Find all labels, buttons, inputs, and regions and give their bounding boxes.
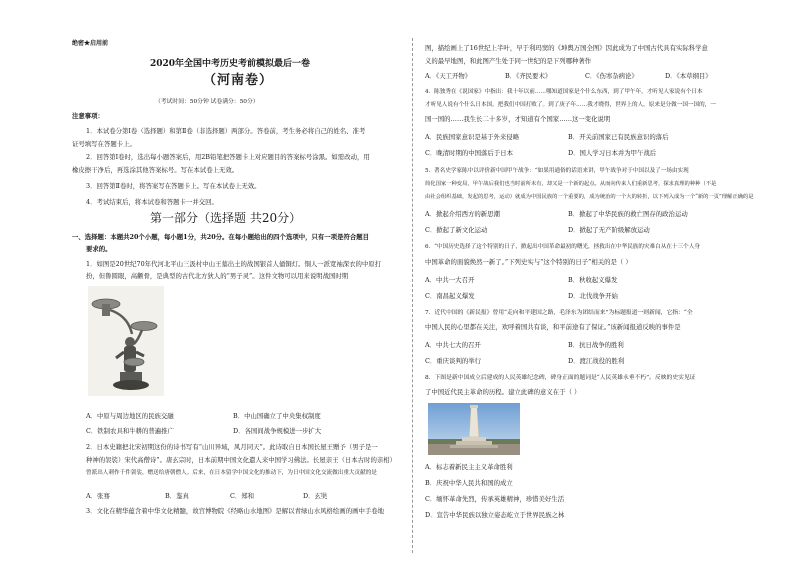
- q4-option: C．晚清时期的中国落后于日本: [425, 149, 513, 157]
- q3-text: 3．文化在精华蕴含着中华文化精髓，故宫博物院《经略山水地图》是解以青绿山水风格绘画的画中手卷地: [86, 507, 385, 515]
- q1-option: B．中山国确立了中央集权制度: [233, 412, 321, 420]
- q7-option: D．渡江战役的胜利: [568, 357, 625, 365]
- q5-option: A．掀起介绍西方的新思潮: [425, 210, 500, 218]
- q5-option: C．掀起了新文化运动: [425, 226, 488, 234]
- q8-option: D．宣告中华民族以独立姿态屹立于世界民族之林: [425, 511, 565, 519]
- q1-option: D．各国间战争规模进一步扩大: [233, 427, 322, 435]
- q5-option: B．掀起了中华民族的救亡图存的政治运动: [568, 210, 688, 218]
- q3-option: B．《齐民要术》: [505, 72, 552, 80]
- part1-instruction: 一、选择题：本题共20个小题，每小题1分，共20分。在每小题给出的四个选项中，只有一项是符合题目: [72, 233, 370, 241]
- q8-option: B．庆祝中华人民共和国的成立: [425, 479, 513, 487]
- secret-label: 绝密★启用前: [72, 40, 109, 47]
- q6-text: 6．“中国历史选择了这个特别的日子，掀起出中国革命最初的曙光，拯救出在中华民族的灾难白从在十三个人身: [425, 244, 700, 250]
- part1-heading: 第一部分（选择题 共20分）: [150, 211, 302, 225]
- q7-option: B．抗日战争的胜利: [568, 341, 624, 349]
- q6-option: B．秋收起义爆发: [568, 276, 618, 284]
- q7-text: 7．近代中国的《新民报》曾用“走向和平建国之路，毛泽东为团结而来”为标题报道一则新闻，它指：“全: [425, 310, 693, 316]
- q2-option: B．鉴真: [165, 492, 189, 500]
- part1-instruction: 要求的。: [86, 245, 112, 253]
- q6-option: C．南昌起义爆发: [425, 292, 475, 300]
- q7-option: C．重庆谈判的举行: [425, 357, 482, 365]
- q8-text: 了中国近代民主革命的历程。建立此碑的意义在于（ ）: [425, 388, 581, 396]
- q5-text: 简化国家一种变局，甲午战后我们也当时前所未有，却又是一个新的起点。从而向传来人们重新思考，探求真理的种种（不是: [425, 181, 717, 187]
- monument-photo: [428, 403, 520, 455]
- note-line: 2．回答第Ⅰ卷时，选出每小题答案后，用2B铅笔把答题卡上对应题目的答案标号涂黑。如需改动，用: [86, 153, 370, 161]
- q7-option: A．中共七大的召开: [425, 341, 481, 349]
- q8-text: 8．下图是新中国成立后建成的人民英雄纪念碑，碑身正面的题词是“人民英雄永垂不朽”。反映的史实见证: [425, 375, 696, 381]
- note-line: 1．本试卷分第Ⅰ卷（选择题）和第Ⅱ卷（非选择题）两部分。答卷前，考生务必将自己的姓名、准考: [86, 127, 366, 135]
- q2-option: A．张骞: [86, 492, 110, 500]
- q1-option: C．铁制农具和牛耕的普遍推广: [86, 427, 174, 435]
- q4-option: B．开关前国家已有民族意识的落后: [568, 133, 669, 141]
- q4-text: 4．陈独秀在《说国家》中指出：我十年以前……哪知道国家是个什么东西，到了甲午年，才听见人家说有个日本: [425, 89, 703, 95]
- q4-option: A．民族国家意识是基于外来侵略: [425, 133, 520, 141]
- q6-option: A．中共一大召开: [425, 276, 475, 284]
- q4-text: 国一国的……我生长二十多岁，才知道有个国家……这一变化说明: [425, 115, 611, 123]
- q2-option: C．郑和: [230, 492, 255, 500]
- q5-option: D．掀起了无产阶级解放运动: [568, 226, 650, 234]
- column-divider: [412, 38, 413, 553]
- q6-option: D．北伐战争开始: [568, 292, 618, 300]
- q8-option: A．标志着新民主主义革命胜利: [425, 463, 513, 471]
- q2-text: 种神的袈裟）宋代高僧诗”。唐玄宗时，日本前期中国文化遣人来中国学习佛法。长屋亲王（日本古时的亲相）: [86, 456, 397, 464]
- exam-subtitle: （河南卷）: [203, 73, 274, 88]
- exam-title: 2020年全国中考历史考前模拟最后一卷: [150, 59, 311, 69]
- q8-option: C．缅怀革命先烈，传承英雄精神，珍惜美好生活: [425, 495, 565, 503]
- q1-text: 1．如图是20世纪70年代河北平山三汲村中山王墓出土的战国银首人俑铜灯。铜人一派宽袖深衣的中原打: [86, 260, 382, 268]
- q7-text: 中国人民的心里都在关注，欢呼着国共有谈，和平前途有了保证。”该新闻报道反映的事件是: [425, 323, 681, 331]
- q3-option: D．《本草纲目》: [665, 72, 712, 80]
- q5-text: 5．著名史学家陈中以评价新中国甲午战争：“如果用通俗的话语来讲，甲午战争对于中国以及了一场由实现: [425, 168, 689, 174]
- exam-info: （考试时间：50分钟 试卷满分：50分）: [155, 99, 259, 105]
- q2-text: 2．日本史籍把北宋初期这份的诗书写有“山川异域，风月同天”。此诗取自日本国长屋王赠予（男子是一: [86, 443, 378, 451]
- q2-text: 曾派出人刺作千件袈裟，赠送给唐朝僧人。后来，在日本留学中国文化的推动下，为日中国文化交流做出重大贡献的是: [86, 470, 377, 476]
- note-line: 证号填写在答题卡上。: [72, 140, 136, 148]
- q3-text: 图，描绘画上了16世纪上半叶，早于利玛窦的《坤舆万国全图》因此成为了中国古代具有实际科学意: [425, 44, 708, 52]
- q5-text: 由社会组织基础，发起的思考，运动）就成为中国民族的一个重要的，成为统治的一个大的转折，以下列入成为一个“新的一页”理解正确的是: [425, 194, 754, 200]
- q4-option: D．国人学习日本并为甲午战后: [568, 149, 657, 157]
- q1-text: 扮，但鲁圆眼，高颧骨，是典型的古代北方狄人的“男子灵”。这件文物可以用来说明战国时期: [86, 272, 349, 280]
- q3-text: 义的最早地图，和此图产生处于同一世纪的是下列哪种著作: [425, 57, 592, 65]
- q2-option: D．玄奘: [303, 492, 328, 500]
- note-line: 橡皮擦干净后，再选涂其他答案标号。写在本试卷上无效。: [72, 166, 239, 174]
- note-line: 3．回答第Ⅱ卷时，将答案写在答题卡上。写在本试卷上无效。: [86, 182, 261, 190]
- q1-option: A．中原与周边地区的民族交融: [86, 412, 174, 420]
- q6-text: 中国革命的面貌焕然一新了。”下列史实与“这个特别的日子”相关的是（ ）: [425, 258, 632, 266]
- notes-heading: 注意事项：: [72, 112, 104, 120]
- q3-option: C．《伤寒杂病论》: [585, 72, 638, 80]
- q3-option: A．《天工开物》: [425, 72, 472, 80]
- bronze-lamp-figure: [88, 286, 164, 396]
- q4-text: 才听见人说有个什么日本国，把我们中国打败了。到了庚子年……我才晓得，世界上的人，原来是分做一国一国的，一: [425, 102, 716, 108]
- note-line: 4．考试结束后，将本试卷和答题卡一并交回。: [86, 198, 218, 206]
